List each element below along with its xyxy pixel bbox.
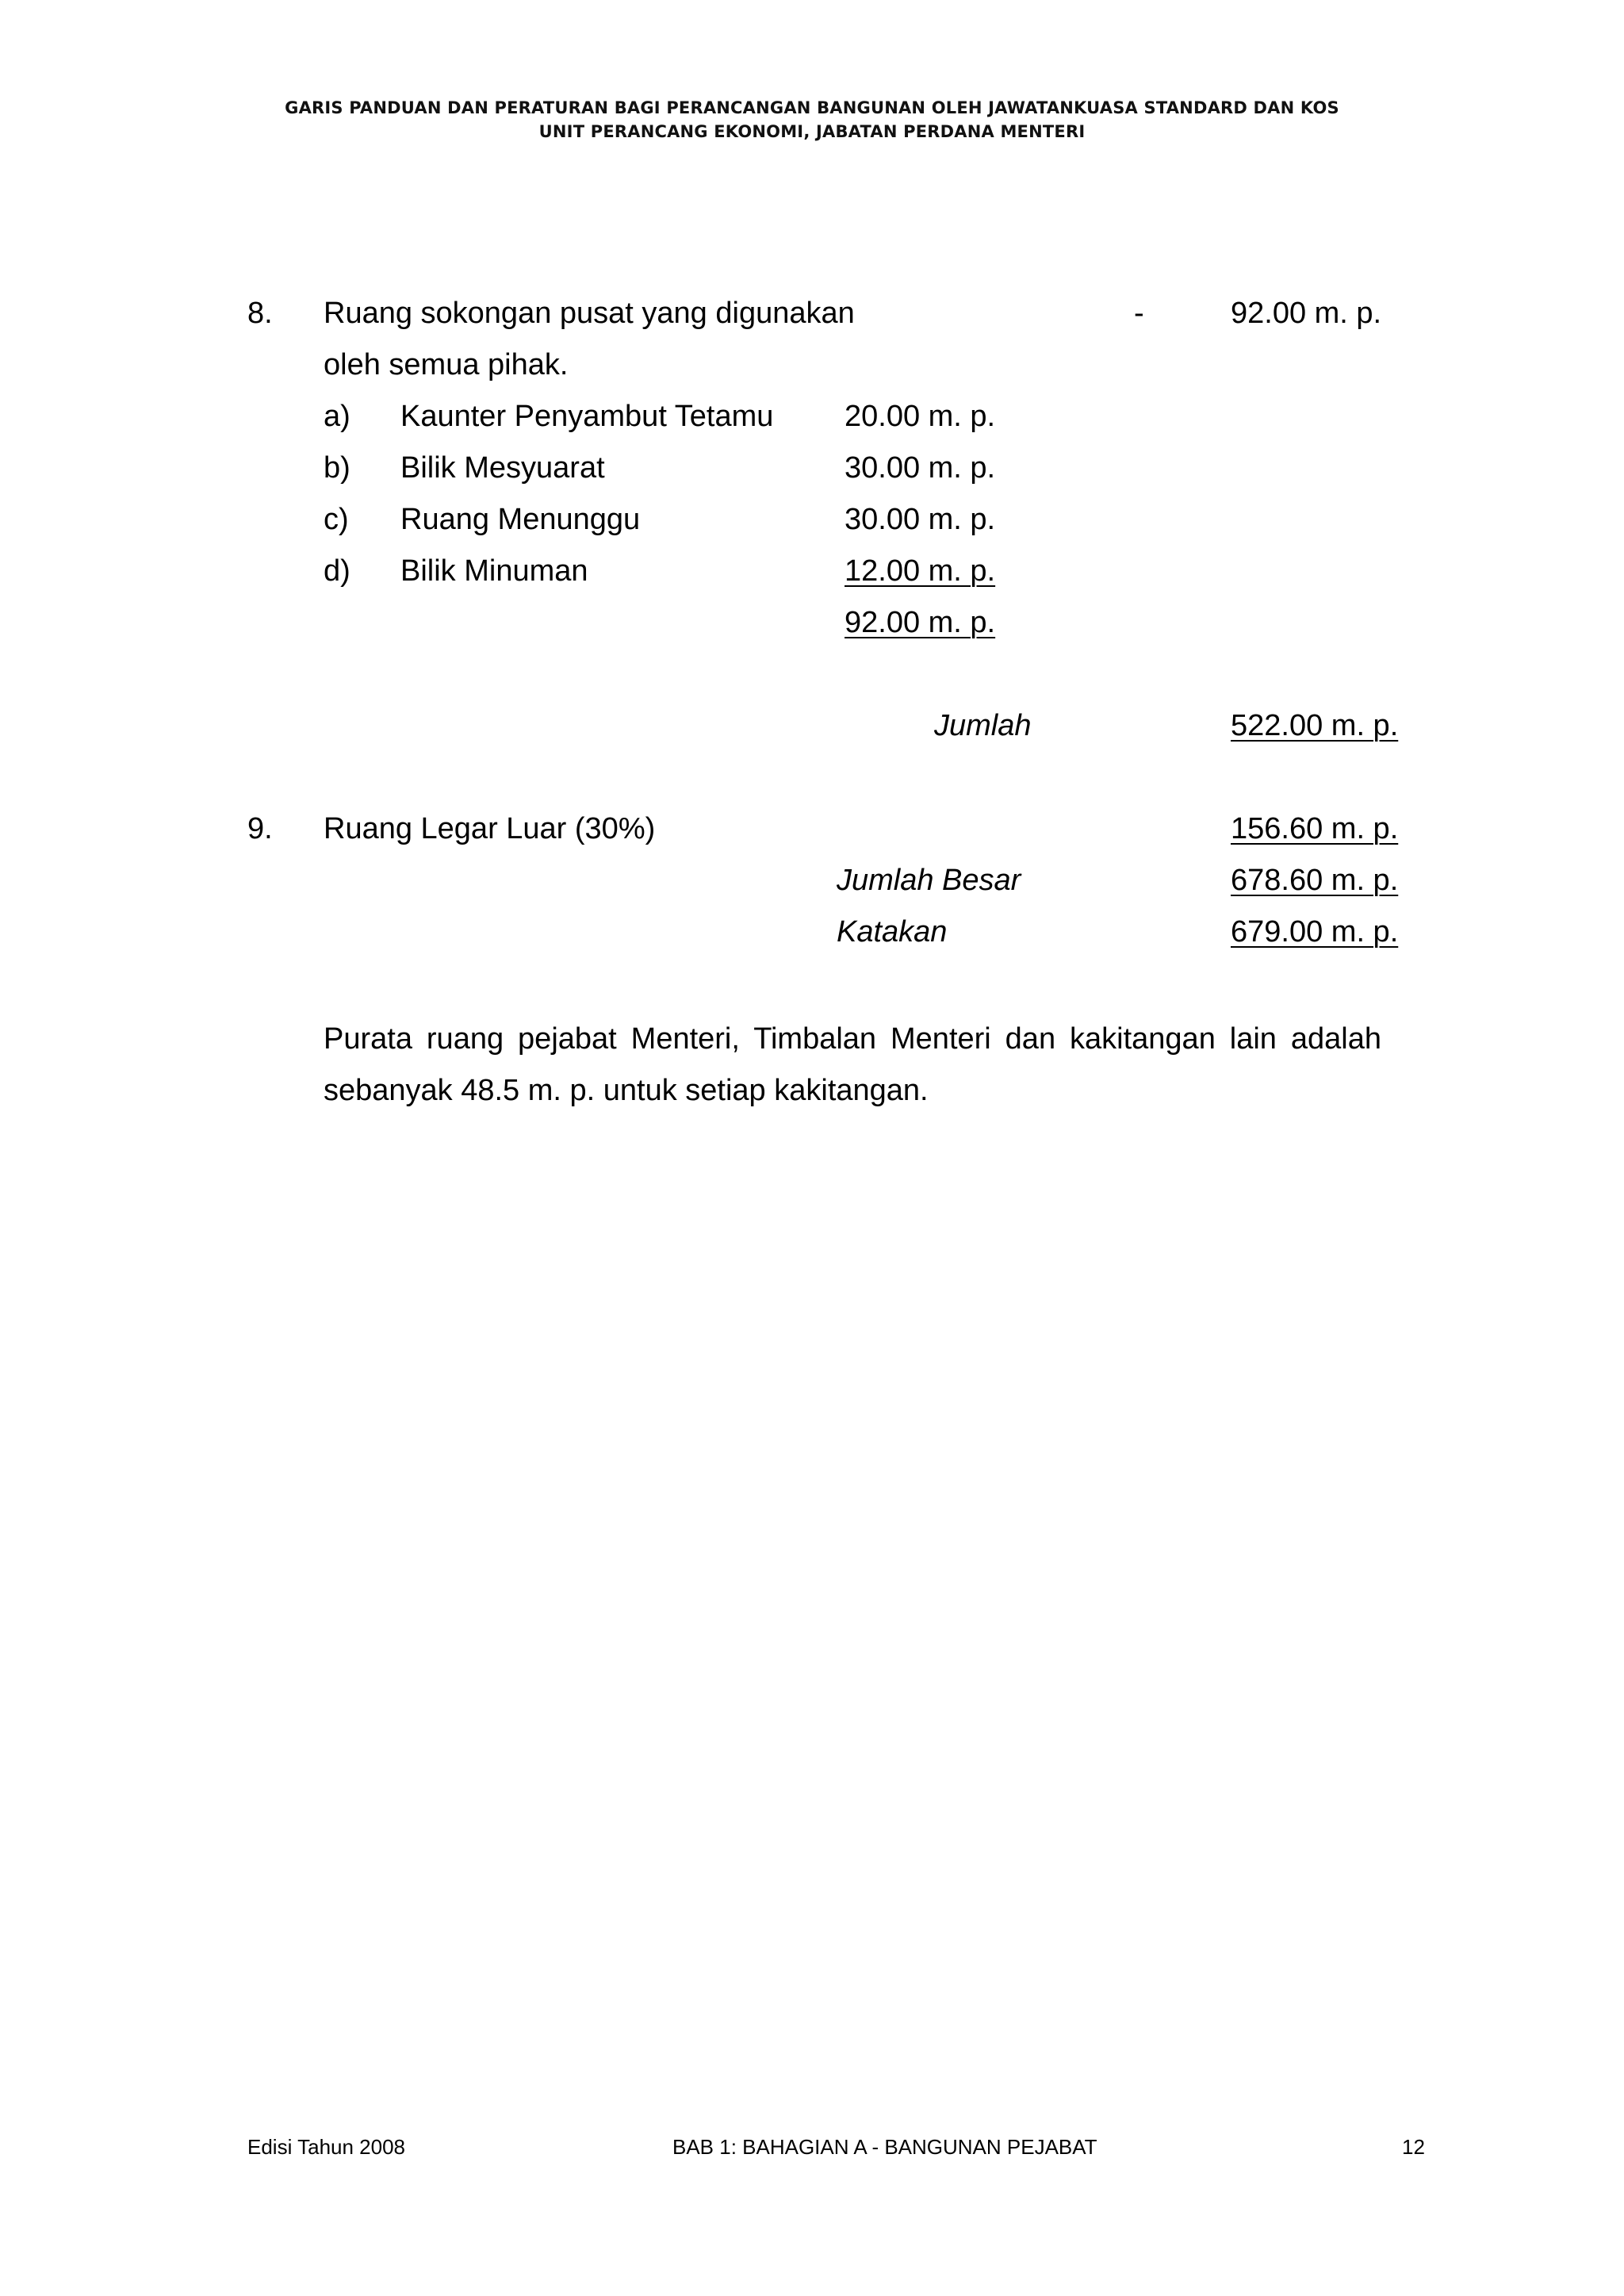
subitem-b-name: Bilik Mesyuarat: [400, 451, 605, 485]
subitem-a-value: 20.00 m. p.: [845, 400, 996, 433]
page-header-line-1: GARIS PANDUAN DAN PERATURAN BAGI PERANCANGAN BANGUNAN OLEH JAWATANKUASA STANDARD DAN KOS: [285, 98, 1339, 117]
item-9-number: 9.: [247, 812, 273, 845]
subitem-d-label: d): [324, 554, 350, 588]
item-8-title-continued: oleh semua pihak.: [324, 348, 569, 381]
item-8-title: Ruang sokongan pusat yang digunakan: [324, 297, 855, 330]
katakan-label: Katakan: [837, 915, 948, 949]
jumlah-value: 522.00 m. p.: [1231, 709, 1399, 742]
item-8-dash: -: [1134, 297, 1144, 330]
jumlah-besar-label: Jumlah Besar: [837, 864, 1021, 897]
item-8-number: 8.: [247, 297, 273, 330]
item-8-subtotal: 92.00 m. p.: [845, 606, 996, 639]
subitem-a-label: a): [324, 400, 350, 433]
summary-paragraph: Purata ruang pejabat Menteri, Timbalan Menteri dan kakitangan lain adalah sebanyak 48.5 m. p. untuk setiap kakitangan.: [324, 1022, 1381, 1107]
jumlah-label: Jumlah: [934, 709, 1032, 742]
subitem-c-name: Ruang Menunggu: [400, 503, 641, 536]
jumlah-besar-value: 678.60 m. p.: [1231, 864, 1399, 897]
subitem-d-value: 12.00 m. p.: [845, 554, 996, 588]
katakan-value: 679.00 m. p.: [1231, 915, 1399, 949]
footer-page-number: 12: [1402, 2135, 1425, 2159]
subitem-d-name: Bilik Minuman: [400, 554, 588, 588]
item-9-title: Ruang Legar Luar (30%): [324, 812, 656, 845]
page-header-line-2: UNIT PERANCANG EKONOMI, JABATAN PERDANA MENTERI: [538, 122, 1086, 141]
subitem-b-label: b): [324, 451, 350, 485]
footer-edition: Edisi Tahun 2008: [247, 2135, 406, 2159]
item-9-value: 156.60 m. p.: [1231, 812, 1399, 845]
subitem-b-value: 30.00 m. p.: [845, 451, 996, 485]
subitem-a-name: Kaunter Penyambut Tetamu: [400, 400, 774, 433]
subitem-c-label: c): [324, 503, 349, 536]
footer-chapter: BAB 1: BAHAGIAN A - BANGUNAN PEJABAT: [672, 2135, 1097, 2159]
subitem-c-value: 30.00 m. p.: [845, 503, 996, 536]
item-8-total: 92.00 m. p.: [1231, 297, 1382, 330]
